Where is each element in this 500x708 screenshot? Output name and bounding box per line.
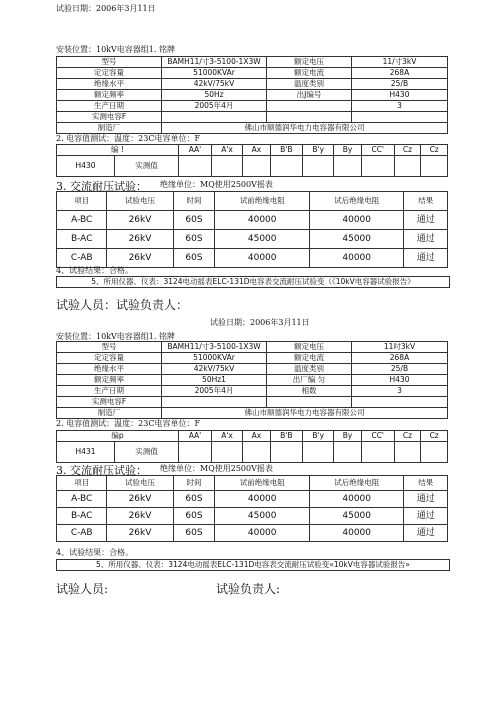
ac-test-title: 3. 交流耐压试验： (56, 464, 147, 477)
signature-leader: 试验负责人: (216, 582, 281, 596)
table-row: H431 实测值 (57, 442, 448, 463)
instruments-line: 5、所用仪器、仪表：3124电动摇表ELC-131D电容表交流耐压试验变«10kV电容器试验报告» (56, 559, 450, 571)
nameplate-table (56, 56, 448, 134)
table-row: 编 ! AA' A'x Ax B'B B'y By CC' Cz Cz (57, 145, 448, 156)
install-location: 安装位置：10kV电容器组1. 铭牌 (56, 45, 175, 54)
table-row: 制造厂 佛山市顺德润华电力电容器有限公司 (57, 408, 448, 419)
table-row: 额定频率 50Hz 出J编号 H430 (57, 90, 448, 101)
table-row: B-AC 26kV 60S 45000 45000 通过 (57, 230, 448, 249)
table-row: 生产日期 2005年4月 3 (57, 101, 448, 112)
table-row: B-AC 26kV 60S 45000 45000 通过 (57, 508, 448, 525)
table-row: C-AB 26kV 60S 40000 40000 通过 (57, 249, 448, 268)
ac-test-note: 绝缘单位：MQ使用2500V摇表 (160, 464, 273, 473)
table-row: 实测电容F (57, 112, 448, 123)
table-row: A-BC 26kV 60S 40000 40000 通过 (57, 491, 448, 508)
table-row: 定定容量 51000KVAr 额定电流 268A (57, 68, 448, 79)
ac-test-title: 3. 交流耐压试验： (56, 180, 147, 193)
ac-test-note: 绝缘单位：MQ使用2500V摇表 (160, 180, 273, 189)
ac-table (56, 475, 448, 542)
test-date: 试验日期：2006年3月11日 (210, 318, 310, 327)
cap-table (56, 430, 448, 463)
test-result: 4、试验结果：合格。 (56, 266, 134, 275)
table-row: 制造厂 佛山市顺德润华电力电容器有限公司 (57, 123, 448, 134)
cap-test-title: 2. 电容值测试：温度：23C电容单位：F (56, 419, 201, 428)
signature-line: 试验人员：试验负责人： (56, 298, 189, 312)
table-row: 绝缘水平 42kV/75kV 温度类别 25/B (57, 364, 448, 375)
test-result: 4、试验结果：合格。 (56, 548, 134, 557)
test-date: 试验日期：2006年3月11日 (56, 4, 156, 13)
table-row: 项目 试验电压 时间 试前绝缘电阻 试后绝缘电阻 结果 (57, 192, 448, 211)
ac-table (56, 191, 448, 268)
table-row: H430 实测值 (57, 156, 448, 177)
signature-tester: 试验人员: (56, 582, 109, 596)
cap-table (56, 144, 448, 177)
cap-test-title: 2. 电容值测试：温度：23C电容单位：F (56, 134, 201, 143)
table-row: 绝缘水平 42kV/75kV 温度类别 25/B (57, 79, 448, 90)
table-row: 编p AA' A'x Ax B'B B'y By CC' Cz Cz (57, 431, 448, 442)
table-row: A-BC 26kV 60S 40000 40000 通过 (57, 211, 448, 230)
install-location: 安装位置：10kV电容器组1. 铭牌 (56, 332, 175, 341)
table-row: 生产日期 2005年4月 相数 3 (57, 386, 448, 397)
nameplate-table (56, 341, 448, 419)
table-row: 实测电容F (57, 397, 448, 408)
instruments-line: 5、所用仪器、仪表：3124电动摇表ELC-131D电容表交流耐压试验变（《10kV电容器试验报告》 (56, 276, 450, 288)
table-row: 项目 试验电压 时间 试前绝缘电阻 试后绝缘电阻 结果 (57, 476, 448, 491)
table-row: 定定容量 51000KVAr 额定电流 268A (57, 353, 448, 364)
table-row: 额定频率 50Hz1 出厂编 匀 H430 (57, 375, 448, 386)
table-row: C-AB 26kV 60S 40000 40000 通过 (57, 525, 448, 542)
table-row: 型号 BAMH11/寸3-5100-1X3W 额定电压 11吋3kV (57, 342, 448, 353)
table-row: 型号 BAMH11/寸3-5100-1X3W 额定电压 11/寸3kV (57, 57, 448, 68)
